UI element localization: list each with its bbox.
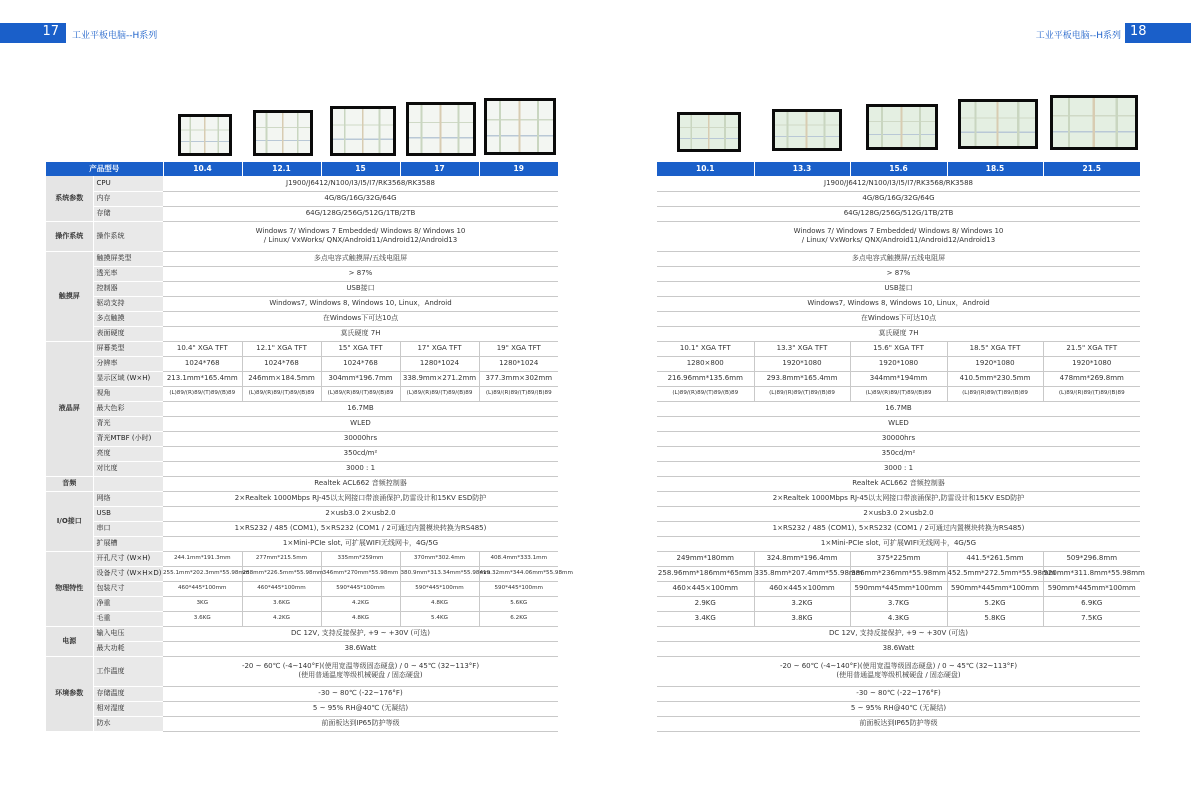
model-21-5: 21.5 (1043, 162, 1140, 176)
table-cell: 258.96mm*186mm*65mm (657, 566, 754, 581)
table-cell: 2.9KG (657, 596, 754, 611)
label-driver: 驱动支持 (93, 296, 163, 311)
table-cell: 4.8KG (321, 611, 400, 626)
label-display-area: 显示区域 (W×H) (93, 371, 163, 386)
label-lan: 网络 (93, 491, 163, 506)
table-cell: 3.4KG (657, 611, 754, 626)
table-cell: 5.8KG (947, 611, 1043, 626)
value-op-temp-line1: -20 ~ 60℃ (-4~140°F)(使用宽温等级固态硬盘) / 0 ~ 45℃ (32~113°F) (779, 662, 1018, 671)
value-brightness: 350cd/m² (163, 446, 558, 461)
table-cell: 10.4" XGA TFT (163, 341, 242, 356)
value-lan: 2×Realtek 1000Mbps RJ-45以太网接口带浪涌保护,防雷设计和15KV ESD防护 (657, 491, 1140, 506)
model-18-5: 18.5 (947, 162, 1043, 176)
value-input-voltage: DC 12V, 支持反接保护, +9 ~ +30V (可选) (163, 626, 558, 641)
value-brightness: 350cd/m² (657, 446, 1140, 461)
value-storage-temp: -30 ~ 80℃ (-22~176°F) (163, 686, 558, 701)
table-cell: 1280*1024 (479, 356, 558, 371)
label-device-size: 设备尺寸 (W×H×D) (93, 566, 163, 581)
value-audio: Realtek ACL662 音频控制器 (163, 476, 558, 491)
model-19: 19 (479, 162, 558, 176)
label-touch-type: 触摸屏类型 (93, 251, 163, 266)
value-contrast: 3000 : 1 (657, 461, 1140, 476)
value-os-line2: / Linux/ VxWorks/ QNX/Android11/Android12/Android13 (263, 236, 458, 244)
value-colors: 16.7MB (163, 401, 558, 416)
table-cell: 375*225mm (850, 551, 947, 566)
table-cell: 249mm*180mm (657, 551, 754, 566)
value-op-temp-line1: -20 ~ 60℃ (-4~140°F)(使用宽温等级固态硬盘) / 0 ~ 45℃ (32~113°F) (241, 662, 480, 671)
group-env: 环境参数 (46, 656, 93, 731)
label-panel-type: 屏幕类型 (93, 341, 163, 356)
label-input-voltage: 输入电压 (93, 626, 163, 641)
value-serial: 1×RS232 / 485 (COM1), 5×RS232 (COM1 / 2可通过内置模块转换为RS485) (163, 521, 558, 536)
table-cell: 1024*768 (321, 356, 400, 371)
label-mtbf: 背光MTBF (小时) (93, 431, 163, 446)
table-cell: 255.1mm*202.3mm*55.98mm (163, 566, 242, 581)
table-cell: 17" XGA TFT (400, 341, 479, 356)
table-cell: 6.2KG (479, 611, 558, 626)
value-expansion: 1×Mini-PCIe slot, 可扩展WIFI无线网卡，4G/5G (163, 536, 558, 551)
table-cell: 288mm*226.5mm*55.98mm (242, 566, 321, 581)
table-cell: 304mm*196.7mm (321, 371, 400, 386)
table-cell: 1280×800 (657, 356, 754, 371)
label-op-temp: 工作温度 (93, 656, 163, 686)
table-cell: 377.3mm×302mm (479, 371, 558, 386)
label-contrast: 对比度 (93, 461, 163, 476)
table-cell: 213.1mm*165.4mm (163, 371, 242, 386)
model-12-1: 12.1 (242, 162, 321, 176)
page-number-badge-right (1125, 23, 1191, 43)
value-ram: 4G/8G/16G/32G/64G (657, 191, 1140, 206)
table-cell: 244.1mm*191.3mm (163, 551, 242, 566)
table-cell: 4.2KG (242, 611, 321, 626)
table-cell: 6.9KG (1043, 596, 1140, 611)
value-max-power: 38.6Watt (163, 641, 558, 656)
table-cell: 460*445*100mm (242, 581, 321, 596)
page-number-badge-left (0, 23, 66, 43)
table-cell: (L)89/(R)89/(T)89/(B)89 (163, 386, 242, 401)
value-protection: 前面板达到IP65防护等级 (657, 716, 1140, 731)
label-cpu: CPU (93, 176, 163, 191)
table-cell: 4.3KG (850, 611, 947, 626)
model-10-1: 10.1 (657, 162, 754, 176)
label-protection: 防水 (93, 716, 163, 731)
table-cell: 3.6KG (242, 596, 321, 611)
table-cell: 15.6" XGA TFT (850, 341, 947, 356)
label-package: 包装尺寸 (93, 581, 163, 596)
table-cell: 335mm*259mm (321, 551, 400, 566)
label-serial: 串口 (93, 521, 163, 536)
table-cell: 419.32mm*344.06mm*55.98mm (479, 566, 558, 581)
group-audio: 音频 (46, 476, 93, 491)
table-cell: (L)89/(R)89/(T)89/(B)89 (947, 386, 1043, 401)
value-os-line1: Windows 7/ Windows 7 Embedded/ Windows 8/ Windows 10 (255, 227, 466, 236)
model-17: 17 (400, 162, 479, 176)
value-storage: 64G/128G/256G/512G/1TB/2TB (657, 206, 1140, 221)
spec-table-left (46, 162, 573, 732)
table-cell: 1280*1024 (400, 356, 479, 371)
table-cell: 590*445*100mm (479, 581, 558, 596)
page-number-right: 18 (1130, 24, 1147, 39)
table-cell: 1024*768 (163, 356, 242, 371)
label-surface: 表面硬度 (93, 326, 163, 341)
value-serial: 1×RS232 / 485 (COM1), 5×RS232 (COM1 / 2可通过内置模块转换为RS485) (657, 521, 1140, 536)
table-cell: 380.9mm*313.34mm*55.98mm (400, 566, 479, 581)
group-lcd: 液晶屏 (46, 341, 93, 476)
table-cell: 590*445*100mm (400, 581, 479, 596)
product-image-17 (406, 102, 476, 156)
label-multitouch: 多点触摸 (93, 311, 163, 326)
value-protection: 前面板达到IP65防护等级 (163, 716, 558, 731)
value-expansion: 1×Mini-PCIe slot, 可扩展WIFI无线网卡，4G/5G (657, 536, 1140, 551)
value-op-temp-line2: (使用普通温度等级机械硬盘 / 固态硬盘) (298, 671, 423, 679)
product-image-10-1 (677, 112, 741, 152)
value-op-temp-line2: (使用普通温度等级机械硬盘 / 固态硬盘) (836, 671, 961, 679)
table-cell: (L)89/(R)89/(T)89/(B)89 (479, 386, 558, 401)
table-cell: 19" XGA TFT (479, 341, 558, 356)
table-cell: 335.8mm*207.4mm*55.98mm (754, 566, 850, 581)
table-cell: 460×445×100mm (657, 581, 754, 596)
value-os (163, 221, 558, 251)
product-image-13-3 (772, 109, 842, 151)
table-cell: 5.4KG (400, 611, 479, 626)
table-cell: (L)89/(R)89/(T)89/(B)89 (321, 386, 400, 401)
group-os: 操作系统 (46, 221, 93, 251)
table-cell: 370mm*302.4mm (400, 551, 479, 566)
table-cell: 277mm*215.5mm (242, 551, 321, 566)
value-os (657, 221, 1140, 251)
label-cutout: 开孔尺寸 (W×H) (93, 551, 163, 566)
table-cell: (L)89/(R)89/(T)89/(B)89 (1043, 386, 1140, 401)
table-cell: (L)89/(R)89/(T)89/(B)89 (850, 386, 947, 401)
label-resolution: 分辨率 (93, 356, 163, 371)
product-image-19 (484, 98, 556, 155)
value-storage-temp: -30 ~ 80℃ (-22~176°F) (657, 686, 1140, 701)
table-cell: 3.7KG (850, 596, 947, 611)
table-cell: 478mm*269.8mm (1043, 371, 1140, 386)
table-cell: 5.6KG (479, 596, 558, 611)
table-cell: 408.4mm*333.1mm (479, 551, 558, 566)
value-surface: 莫氏硬度 7H (657, 326, 1140, 341)
table-cell: 3.8KG (754, 611, 850, 626)
label-ram: 内存 (93, 191, 163, 206)
value-backlight: WLED (163, 416, 558, 431)
label-backlight: 背光 (93, 416, 163, 431)
table-cell: (L)89/(R)89/(T)89/(B)89 (400, 386, 479, 401)
table-cell: 1920*1080 (754, 356, 850, 371)
product-image-10-4 (178, 114, 232, 156)
group-io: I/O接口 (46, 491, 93, 551)
product-image-15 (330, 106, 396, 156)
table-cell: 441.5*261.5mm (947, 551, 1043, 566)
table-cell: (L)89/(R)89/(T)89/(B)89 (657, 386, 754, 401)
value-controller: USB接口 (657, 281, 1140, 296)
value-backlight: WLED (657, 416, 1140, 431)
value-usb: 2×usb3.0 2×usb2.0 (657, 506, 1140, 521)
label-view-angle: 视角 (93, 386, 163, 401)
table-cell: 10.1" XGA TFT (657, 341, 754, 356)
table-cell: 520mm*311.8mm*55.98mm (1043, 566, 1140, 581)
value-transmittance: > 87% (657, 266, 1140, 281)
spec-table-right (657, 162, 1145, 732)
value-ram: 4G/8G/16G/32G/64G (163, 191, 558, 206)
value-cpu: J1900/J6412/N100/I3/I5/I7/RK3568/RK3588 (657, 176, 1140, 191)
table-cell: 460*445*100mm (163, 581, 242, 596)
value-multitouch: 在Windows下可达10点 (163, 311, 558, 326)
value-lan: 2×Realtek 1000Mbps RJ-45以太网接口带浪涌保护,防雷设计和15KV ESD防护 (163, 491, 558, 506)
table-cell: 5.2KG (947, 596, 1043, 611)
label-max-power: 最大功耗 (93, 641, 163, 656)
group-system: 系统参数 (46, 176, 93, 221)
label-storage: 存储 (93, 206, 163, 221)
table-cell: 21.5" XGA TFT (1043, 341, 1140, 356)
table-cell: 7.5KG (1043, 611, 1140, 626)
label-brightness: 亮度 (93, 446, 163, 461)
table-cell: 452.5mm*272.5mm*55.98mm (947, 566, 1043, 581)
table-cell: 1920*1080 (947, 356, 1043, 371)
value-multitouch: 在Windows下可达10点 (657, 311, 1140, 326)
value-humidity: 5 ~ 95% RH@40℃ (无凝结) (657, 701, 1140, 716)
product-image-15-6 (866, 104, 938, 150)
group-power: 电源 (46, 626, 93, 656)
table-cell: 324.8mm*196.4mm (754, 551, 850, 566)
table-cell: (L)89/(R)89/(T)89/(B)89 (754, 386, 850, 401)
value-max-power: 38.6Watt (657, 641, 1140, 656)
value-contrast: 3000 : 1 (163, 461, 558, 476)
label-expansion: 扩展槽 (93, 536, 163, 551)
table-cell: 1024*768 (242, 356, 321, 371)
value-os-line2: / Linux/ VxWorks/ QNX/Android11/Android12/Android13 (801, 236, 996, 244)
table-cell: (L)89/(R)89/(T)89/(B)89 (242, 386, 321, 401)
table-cell: 590mm*445mm*100mm (947, 581, 1043, 596)
label-os: 操作系统 (93, 221, 163, 251)
value-storage: 64G/128G/256G/512G/1TB/2TB (163, 206, 558, 221)
value-colors: 16.7MB (657, 401, 1140, 416)
table-cell: 3.6KG (163, 611, 242, 626)
table-cell: 3KG (163, 596, 242, 611)
value-op-temp (163, 656, 558, 686)
table-cell: 590mm*445mm*100mm (850, 581, 947, 596)
value-driver: Windows7, Windows 8, Windows 10, Linux，Android (163, 296, 558, 311)
label-transmittance: 透光率 (93, 266, 163, 281)
table-cell: 590*445*100mm (321, 581, 400, 596)
value-audio: Realtek ACL662 音频控制器 (657, 476, 1140, 491)
label-audio-empty (93, 476, 163, 491)
value-transmittance: > 87% (163, 266, 558, 281)
model-13-3: 13.3 (754, 162, 850, 176)
model-15-6: 15.6 (850, 162, 947, 176)
value-driver: Windows7, Windows 8, Windows 10, Linux，Android (657, 296, 1140, 311)
table-cell: 344mm*194mm (850, 371, 947, 386)
table-cell: 460×445×100mm (754, 581, 850, 596)
table-cell: 4.8KG (400, 596, 479, 611)
table-cell: 590mm*445mm*100mm (1043, 581, 1140, 596)
label-net-weight: 净重 (93, 596, 163, 611)
value-surface: 莫氏硬度 7H (163, 326, 558, 341)
value-controller: USB接口 (163, 281, 558, 296)
label-controller: 控制器 (93, 281, 163, 296)
model-10-4: 10.4 (163, 162, 242, 176)
table-cell: 3.2KG (754, 596, 850, 611)
page-number-left: 17 (42, 24, 59, 39)
value-usb: 2×usb3.0 2×usb2.0 (163, 506, 558, 521)
table-header-row (657, 162, 1140, 176)
table-cell: 509*296.8mm (1043, 551, 1140, 566)
group-touch: 触摸屏 (46, 251, 93, 341)
table-cell: 1920*1080 (850, 356, 947, 371)
table-cell: 293.8mm*165.4mm (754, 371, 850, 386)
table-cell: 13.3" XGA TFT (754, 341, 850, 356)
value-humidity: 5 ~ 95% RH@40℃ (无凝结) (163, 701, 558, 716)
table-cell: 12.1" XGA TFT (242, 341, 321, 356)
value-os-line1: Windows 7/ Windows 7 Embedded/ Windows 8/ Windows 10 (793, 227, 1004, 236)
group-physical: 物理特性 (46, 551, 93, 626)
table-header-row (46, 162, 558, 176)
value-mtbf: 30000hrs (657, 431, 1140, 446)
value-op-temp (657, 656, 1140, 686)
label-gross-weight: 毛重 (93, 611, 163, 626)
value-touch-type: 多点电容式触摸屏/五线电阻屏 (163, 251, 558, 266)
label-storage-temp: 存储温度 (93, 686, 163, 701)
product-image-12-1 (253, 110, 313, 156)
table-cell: 246mm×184.5mm (242, 371, 321, 386)
table-cell: 386mm*236mm*55.98mm (850, 566, 947, 581)
page-title-left: 工业平板电脑--H系列 (72, 31, 158, 41)
table-cell: 346mm*270mm*55.98mm (321, 566, 400, 581)
label-usb: USB (93, 506, 163, 521)
table-cell: 4.2KG (321, 596, 400, 611)
table-cell: 216.96mm*135.6mm (657, 371, 754, 386)
table-cell: 410.5mm*230.5mm (947, 371, 1043, 386)
table-cell: 1920*1080 (1043, 356, 1140, 371)
product-image-18-5 (958, 99, 1038, 149)
value-touch-type: 多点电容式触摸屏/五线电阻屏 (657, 251, 1140, 266)
value-input-voltage: DC 12V, 支持反接保护, +9 ~ +30V (可选) (657, 626, 1140, 641)
value-mtbf: 30000hrs (163, 431, 558, 446)
page-title-right: 工业平板电脑--H系列 (1035, 31, 1121, 41)
label-colors: 最大色彩 (93, 401, 163, 416)
table-cell: 338.9mm×271.2mm (400, 371, 479, 386)
model-label: 产品型号 (46, 162, 163, 176)
value-cpu: J1900/J6412/N100/I3/I5/I7/RK3568/RK3588 (163, 176, 558, 191)
table-cell: 15" XGA TFT (321, 341, 400, 356)
model-15: 15 (321, 162, 400, 176)
product-image-21-5 (1050, 95, 1138, 150)
table-cell: 18.5" XGA TFT (947, 341, 1043, 356)
label-humidity: 相对湿度 (93, 701, 163, 716)
